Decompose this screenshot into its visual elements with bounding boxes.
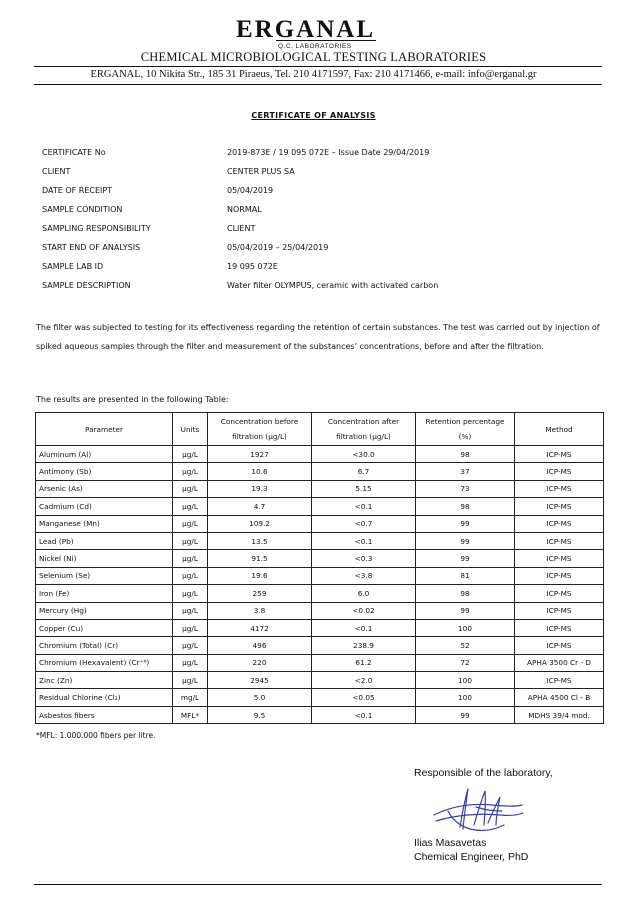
info-label: SAMPLE LAB ID <box>42 262 104 271</box>
cell-retention: 37 <box>416 463 515 480</box>
cell-conc-after: <30.0 <box>312 446 416 463</box>
cell-method: APHA 4500 Cl - B <box>515 689 604 706</box>
table-row <box>36 567 604 584</box>
cell-parameter: Iron (Fe) <box>36 585 173 602</box>
cell-retention: 81 <box>416 567 515 584</box>
cell-method: ICP-MS <box>515 480 604 497</box>
cell-units: μg/L <box>173 567 208 584</box>
table-row <box>36 446 604 463</box>
info-label: CLIENT <box>42 167 71 176</box>
cell-parameter: Cadmium (Cd) <box>36 498 173 515</box>
table-row <box>36 480 604 497</box>
info-label: SAMPLE DESCRIPTION <box>42 281 131 290</box>
cell-conc-after: <3.8 <box>312 567 416 584</box>
cell-method: APHA 3500 Cr - D <box>515 654 604 671</box>
cell-method: ICP-MS <box>515 637 604 654</box>
cell-method: ICP-MS <box>515 550 604 567</box>
cell-parameter: Aluminum (Al) <box>36 446 173 463</box>
cell-parameter: Asbestos fibers <box>36 706 173 723</box>
cell-method: ICP-MS <box>515 463 604 480</box>
table-row <box>36 515 604 532</box>
logo-wordmark: ERGANAL <box>236 16 376 43</box>
cell-retention: 99 <box>416 532 515 549</box>
cell-conc-after: <0.05 <box>312 689 416 706</box>
info-value: 05/04/2019 – 25/04/2019 <box>227 243 329 252</box>
cell-conc-before: 13.5 <box>208 532 312 549</box>
responsible-label: Responsible of the laboratory, <box>414 767 553 779</box>
cell-retention: 73 <box>416 480 515 497</box>
cell-conc-before: 91.5 <box>208 550 312 567</box>
results-table-body <box>36 446 604 724</box>
table-row <box>36 689 604 706</box>
footer-rule <box>34 884 602 885</box>
cell-retention: 100 <box>416 619 515 636</box>
lab-address: ERGANAL, 10 Nikita Str., 185 31 Piraeus, Tel. 210 4171597, Fax: 210 4171466, e-mail: info@erganal.gr <box>90 69 537 80</box>
cell-conc-before: 109.2 <box>208 515 312 532</box>
table-row <box>36 672 604 689</box>
cell-retention: 72 <box>416 654 515 671</box>
cell-conc-before: 1927 <box>208 446 312 463</box>
cell-conc-before: 3.8 <box>208 602 312 619</box>
cell-conc-after: <0.02 <box>312 602 416 619</box>
cell-method: ICP-MS <box>515 532 604 549</box>
logo-divider <box>276 40 376 41</box>
handwritten-signature <box>430 785 525 835</box>
cell-conc-before: 19.6 <box>208 567 312 584</box>
signatory-name: Ilias Masavetas <box>414 837 487 849</box>
info-label: START END OF ANALYSIS <box>42 243 141 252</box>
cell-parameter: Arsenic (As) <box>36 480 173 497</box>
cell-units: μg/L <box>173 463 208 480</box>
cell-units: μg/L <box>173 619 208 636</box>
cell-units: μg/L <box>173 515 208 532</box>
cell-method: ICP-MS <box>515 619 604 636</box>
cell-conc-after: <0.3 <box>312 550 416 567</box>
table-row <box>36 637 604 654</box>
cell-units: μg/L <box>173 480 208 497</box>
column-header: Units <box>173 413 208 446</box>
cell-conc-before: 220 <box>208 654 312 671</box>
cell-conc-after: <0.1 <box>312 619 416 636</box>
test-description: The filter was subjected to testing for its effectiveness regarding the retention of certain substances. The test was carried out by injection of spiked aqueous samples through the filter and measurement of the substances’ concentrations, before and after the filtration. <box>36 323 600 351</box>
cell-method: ICP-MS <box>515 585 604 602</box>
info-label: DATE OF RECEIPT <box>42 186 113 195</box>
cell-retention: 100 <box>416 689 515 706</box>
cell-parameter: Nickel (Ni) <box>36 550 173 567</box>
cell-parameter: Lead (Pb) <box>36 532 173 549</box>
cell-parameter: Chromium (Hexavalent) (Cr⁺⁶) <box>36 654 173 671</box>
cell-units: μg/L <box>173 637 208 654</box>
cell-retention: 98 <box>416 585 515 602</box>
table-row <box>36 654 604 671</box>
cell-retention: 99 <box>416 602 515 619</box>
table-row <box>36 463 604 480</box>
cell-parameter: Mercury (Hg) <box>36 602 173 619</box>
cell-conc-before: 5.0 <box>208 689 312 706</box>
table-row <box>36 602 604 619</box>
cell-parameter: Antimony (Sb) <box>36 463 173 480</box>
certificate-title: CERTIFICATE OF ANALYSIS <box>251 111 376 120</box>
cell-conc-after: 6.0 <box>312 585 416 602</box>
info-value: NORMAL <box>227 205 262 214</box>
cell-conc-after: <2.0 <box>312 672 416 689</box>
cell-conc-before: 10.6 <box>208 463 312 480</box>
info-label: SAMPLING RESPONSIBILITY <box>42 224 151 233</box>
cell-conc-before: 4172 <box>208 619 312 636</box>
cell-units: μg/L <box>173 550 208 567</box>
cell-method: ICP-MS <box>515 498 604 515</box>
cell-units: mg/L <box>173 689 208 706</box>
column-header: Retention percentage (%) <box>416 413 515 446</box>
cell-units: μg/L <box>173 672 208 689</box>
cell-units: μg/L <box>173 585 208 602</box>
cell-parameter: Selenium (Se) <box>36 567 173 584</box>
lab-title: CHEMICAL MICROBIOLOGICAL TESTING LABORATORIES <box>140 50 487 64</box>
table-row <box>36 550 604 567</box>
cell-parameter: Copper (Cu) <box>36 619 173 636</box>
table-intro: The results are presented in the following Table: <box>36 395 229 404</box>
cell-conc-before: 4.7 <box>208 498 312 515</box>
table-row <box>36 706 604 723</box>
cell-parameter: Residual Chlorine (Cl₂) <box>36 689 173 706</box>
cell-conc-after: 61.2 <box>312 654 416 671</box>
info-value: 05/04/2019 <box>227 186 274 195</box>
cell-conc-after: 238.9 <box>312 637 416 654</box>
cell-units: μg/L <box>173 602 208 619</box>
cell-method: ICP-MS <box>515 672 604 689</box>
cell-conc-before: 9.5 <box>208 706 312 723</box>
cell-conc-after: <0.7 <box>312 515 416 532</box>
cell-retention: 52 <box>416 637 515 654</box>
cell-units: MFL* <box>173 706 208 723</box>
cell-conc-after: <0.1 <box>312 532 416 549</box>
cell-conc-before: 19.3 <box>208 480 312 497</box>
cell-units: μg/L <box>173 532 208 549</box>
cell-parameter: Chromium (Total) (Cr) <box>36 637 173 654</box>
cell-retention: 99 <box>416 550 515 567</box>
cell-conc-after: 5.15 <box>312 480 416 497</box>
info-value: CLIENT <box>227 224 256 233</box>
table-row <box>36 532 604 549</box>
column-header: Parameter <box>36 413 173 446</box>
footnote: *MFL: 1.000.000 fibers per litre. <box>36 731 156 740</box>
info-value: 19 095 072E <box>227 262 278 271</box>
table-row <box>36 619 604 636</box>
cell-units: μg/L <box>173 654 208 671</box>
table-row <box>36 498 604 515</box>
cell-conc-before: 496 <box>208 637 312 654</box>
header-rule-bottom <box>34 84 602 85</box>
cell-method: ICP-MS <box>515 602 604 619</box>
cell-units: μg/L <box>173 446 208 463</box>
results-table <box>35 412 604 724</box>
column-header: Method <box>515 413 604 446</box>
cell-conc-before: 2945 <box>208 672 312 689</box>
cell-retention: 100 <box>416 672 515 689</box>
table-header-row <box>36 413 604 446</box>
cell-units: μg/L <box>173 498 208 515</box>
column-header: Concentration after filtration (μg/L) <box>312 413 416 446</box>
cell-conc-before: 259 <box>208 585 312 602</box>
cell-conc-after: <0.1 <box>312 498 416 515</box>
cell-retention: 99 <box>416 515 515 532</box>
signatory-title: Chemical Engineer, PhD <box>414 851 529 863</box>
cell-retention: 99 <box>416 706 515 723</box>
cell-parameter: Zinc (Zn) <box>36 672 173 689</box>
column-header: Concentration before filtration (μg/L) <box>208 413 312 446</box>
cell-method: ICP-MS <box>515 567 604 584</box>
cell-method: ICP-MS <box>515 515 604 532</box>
company-logo <box>236 18 396 48</box>
cell-conc-after: <0.1 <box>312 706 416 723</box>
info-value: CENTER PLUS SA <box>227 167 295 176</box>
cell-retention: 98 <box>416 446 515 463</box>
cell-retention: 98 <box>416 498 515 515</box>
info-value: Water filter OLYMPUS, ceramic with activated carbon <box>227 281 439 290</box>
cell-conc-after: 6.7 <box>312 463 416 480</box>
info-value: 2019-873E / 19 095 072E – Issue Date 29/04/2019 <box>227 148 430 157</box>
info-label: CERTIFICATE No <box>42 148 106 157</box>
info-label: SAMPLE CONDITION <box>42 205 123 214</box>
cell-method: MDHS 39/4 mod. <box>515 706 604 723</box>
logo-subtitle: Q.C. LABORATORIES <box>278 43 352 50</box>
table-row <box>36 585 604 602</box>
header-rule-top <box>34 66 602 67</box>
cell-method: ICP-MS <box>515 446 604 463</box>
cell-parameter: Manganese (Mn) <box>36 515 173 532</box>
